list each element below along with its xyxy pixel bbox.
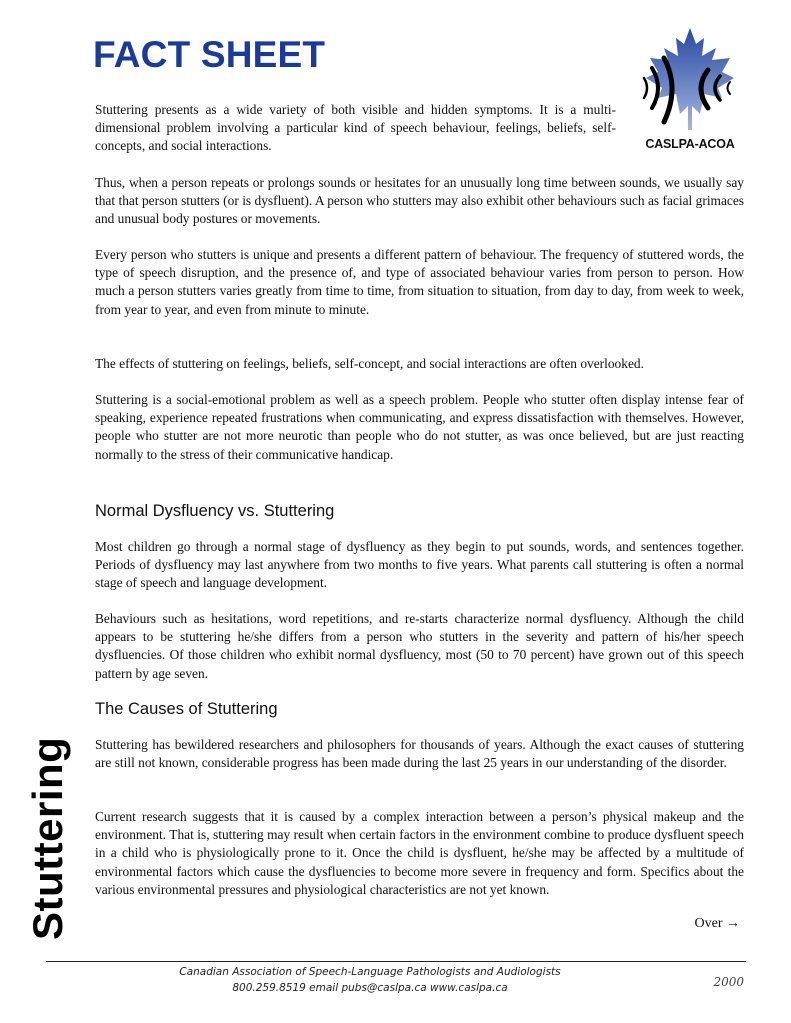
logo-wordmark: CASLPA-ACOA [645, 137, 735, 151]
footer-organization: Canadian Association of Speech-Language Pathologists and Audiologists [179, 966, 561, 978]
paragraph-research: Current research suggests that it is caused by a complex interaction between a person’s physical makeup and the environment. That is, stuttering may result when certain factors in the environment combine to produce dysfluent speech in a child who is physiologically prone to it. Once the child is dysfluent, he/she may be affected by a multitude of environmental factors which cause the dysfluencies to become more severe in frequency and form. Specifics about the various environmental pressures and physiological characteristics are not yet known. [95, 809, 744, 897]
heading-causes: The Causes of Stuttering [95, 700, 278, 718]
paragraph-unique: Every person who stutters is unique and presents a different pattern of behaviour. The frequency of stuttered words, the type of speech disruption, and the presence of, and type of associated behaviour varies from person to person. How much a person stutters varies greatly from time to time, from situation to situation, from day to day, from week to week, from year to year, and even from minute to minute. [95, 247, 744, 317]
paragraph-bewildered: Stuttering has bewildered researchers and philosophers for thousands of years. Although the exact causes of stuttering are still not known, considerable progress has been made during the last 25 years in our understanding of the disorder. [95, 737, 744, 771]
footer-year: 2000 [713, 975, 744, 989]
paragraph-effects: The effects of stuttering on feelings, beliefs, self-concept, and social interactions are often overlooked. [95, 356, 644, 371]
side-title: Stuttering [24, 736, 71, 940]
paragraph-intro: Stuttering presents as a wide variety of both visible and hidden symptoms. It is a multi-dimensional problem involving a particular kind of speech behaviour, feelings, beliefs, self- concepts, and social interactions. [95, 102, 616, 154]
footer-divider [46, 961, 746, 962]
paragraph-social-emotional: Stuttering is a social-emotional problem as well as a speech problem. People who stutter often display intense fear of speaking, experience repeated frustrations when communicating, and express dissatisfaction with themselves. However, people who stutter are not more neurotic than people who do not stutter, as was once believed, but are just reacting normally to the stress of their communicative handicap. [95, 392, 744, 462]
paragraph-repeats: Thus, when a person repeats or prolongs sounds or hesitates for an unusually long time between sounds, we usually say that that person stutters (or is dysfluent). A person who stutters may also exhibit other behaviours such as facial grimaces and unusual body postures or movements. [95, 175, 744, 227]
caslpa-logo-icon [634, 26, 746, 154]
paragraph-behaviours: Behaviours such as hesitations, word repetitions, and re-starts characterize normal dysfluency. Although the child appears to be stuttering he/she differs from a person who stutters in the severity and pattern of his/her speech dysfluencies. Of those children who exhibit normal dysfluency, most (50 to 70 percent) have grown out of this speech pattern by age seven. [95, 611, 744, 681]
over-link[interactable]: Over → [694, 916, 740, 931]
page-title: FACT SHEET [93, 34, 326, 75]
paragraph-normal-stage: Most children go through a normal stage of dysfluency as they begin to put sounds, words, and sentences together. Periods of dysfluency may last anywhere from two months to five years. What parents call stuttering is often a normal stage of speech and language development. [95, 539, 744, 591]
footer-contact: 800.259.8519 email pubs@caslpa.ca www.caslpa.ca [232, 982, 508, 994]
heading-normal-dysfluency: Normal Dysfluency vs. Stuttering [95, 502, 335, 520]
